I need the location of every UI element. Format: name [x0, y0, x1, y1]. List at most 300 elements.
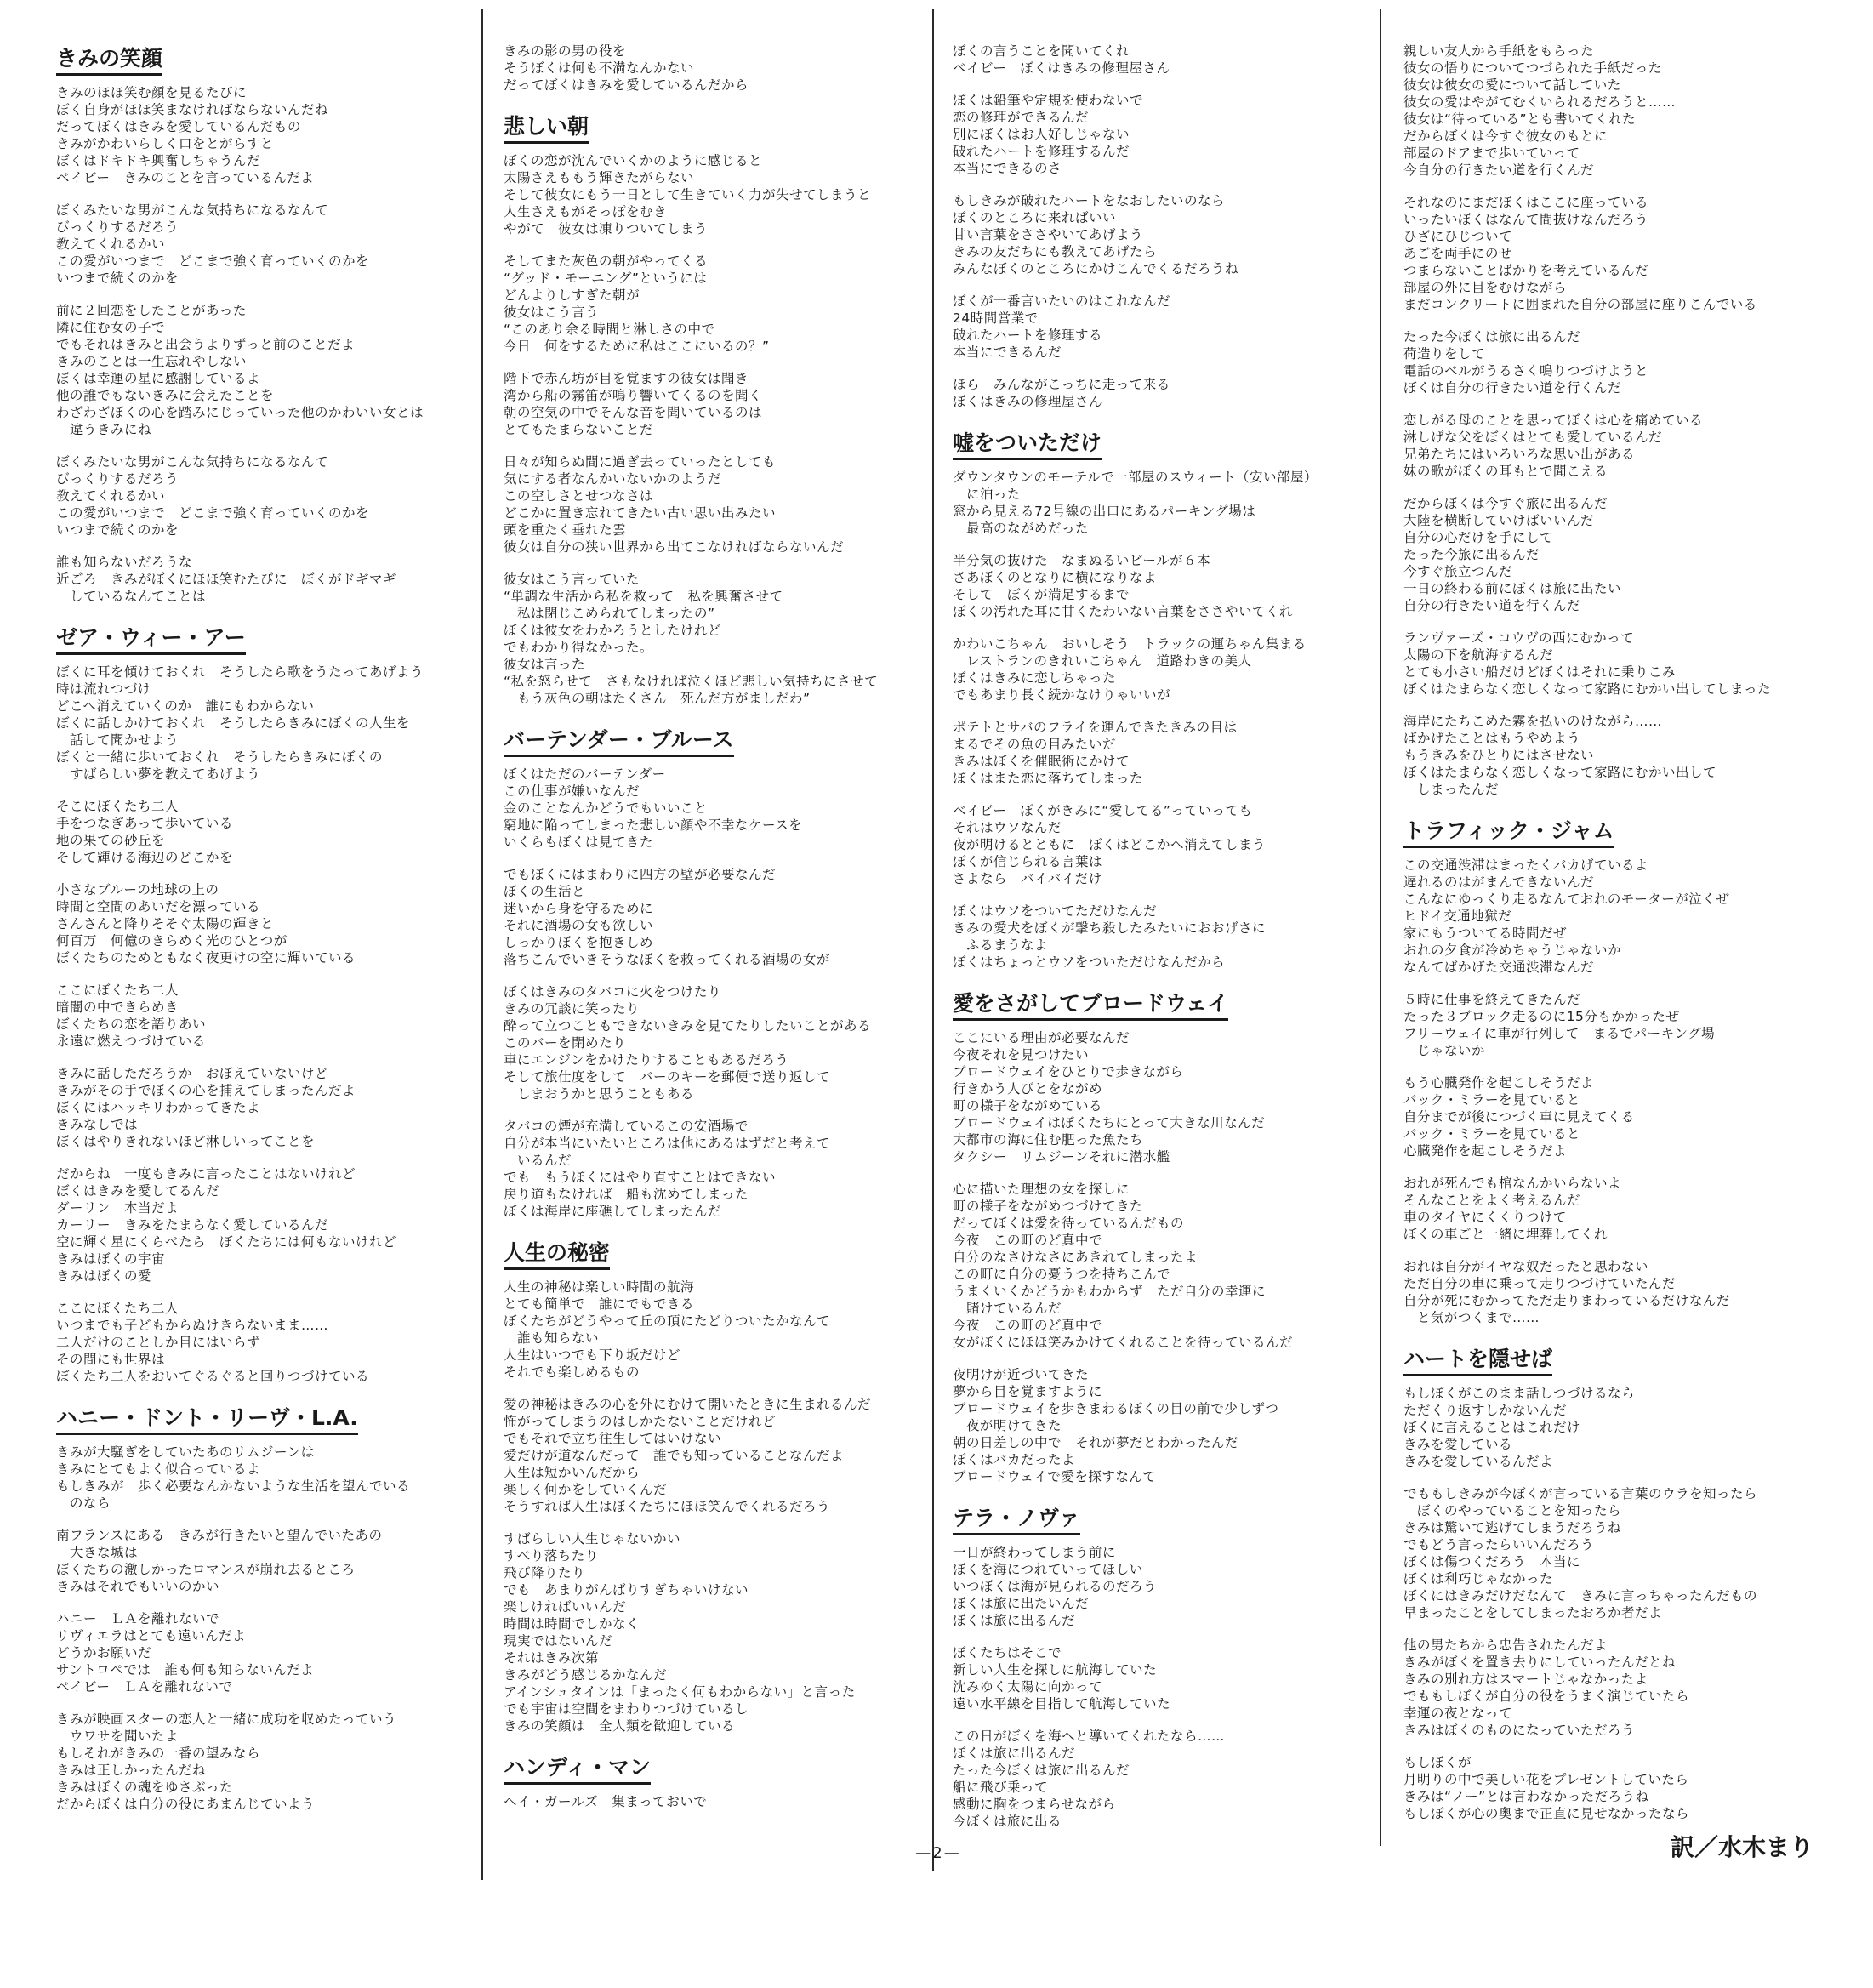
lyric-line: もう灰色の朝はたくさん 死んだ方がましだわ”	[504, 691, 811, 706]
lyric-line: 彼女は言った	[504, 657, 586, 672]
lyric-line: ぼくは幸運の星に感謝しているよ	[56, 371, 261, 386]
lyric-line: ぼくが信じられる言葉は	[953, 854, 1103, 869]
lyric-line: 彼女は彼女の愛について話していた	[1403, 77, 1621, 93]
lyric-line: 時間と空間のあいだを漂っている	[56, 899, 261, 914]
lyric-line: ぼくは鉛筆や定規を使わないで	[953, 93, 1144, 108]
lyric-line: きみはぼくを催眠術にかけて	[953, 754, 1130, 769]
song-block	[56, 622, 481, 1385]
lyric-line: すべり落ちたり	[504, 1548, 599, 1564]
lyric-line: 恋しがる母のことを思ってぼくは心を痛めている	[1403, 413, 1704, 428]
lyric-line: ぼくは彼女をわかろうとしたけれど	[504, 623, 722, 638]
lyric-line: 24時間営業で	[953, 310, 1039, 326]
song-block	[1403, 815, 1829, 1326]
lyric-line: 頭を重たく垂れた雲	[504, 522, 627, 538]
lyric-line: ぼくはきみのタバコに火をつけたり	[504, 984, 721, 1000]
lyric-line: ベイビー ぼくがきみに“愛してる”っていっても	[953, 803, 1253, 818]
lyric-line: ぼくは自分の行きたい道を行くんだ	[1403, 380, 1622, 396]
lyric-stanza	[1403, 43, 1829, 179]
song-title: 人生の秘密	[504, 1240, 610, 1270]
lyric-line: 大陸を横断していけばいいんだ	[1403, 513, 1595, 528]
lyric-line: びっくりするだろう	[56, 471, 179, 487]
lyric-line: だってぼくは愛を待っているんだもの	[953, 1216, 1185, 1231]
song-block	[1403, 43, 1829, 798]
lyric-line: そして ぼくが満足するまで	[953, 587, 1130, 602]
lyric-line: 暗闇の中できらめき	[56, 1000, 179, 1015]
lyric-line: ブロードウェイをひとりで歩きながら	[953, 1064, 1184, 1079]
lyric-line: この愛がいつまで どこまで強く育っていくのかを	[56, 505, 370, 521]
lyric-stanza	[953, 1181, 1378, 1351]
lyric-line: ヒドイ交通地獄だ	[1403, 909, 1512, 924]
song-block	[504, 724, 929, 1220]
lyric-line: びっくりするだろう	[56, 219, 179, 235]
lyric-stanza	[504, 866, 929, 968]
lyric-stanza	[953, 1029, 1378, 1165]
lyric-line: ばかげたことはもうやめよう	[1403, 731, 1581, 746]
lyric-line: そして旅仕度をして バーのキーを郵便で送り返して	[504, 1069, 831, 1085]
lyric-line: ぼくの生活と	[504, 884, 586, 899]
lyric-line: ぼくはただのバーテンダー	[504, 766, 666, 782]
lyric-stanza	[1403, 857, 1829, 976]
lyric-stanza	[56, 84, 481, 186]
lyric-line: ぼくはきみの修理屋さん	[953, 394, 1103, 409]
lyric-line: バック・ミラーを見ていると	[1403, 1092, 1581, 1108]
lyric-line: 幸運の夜となって	[1403, 1706, 1513, 1721]
lyrics-column-4	[1403, 43, 1829, 1937]
lyric-stanza	[1403, 1637, 1829, 1739]
lyric-line: 心に描いた理想の女を探しに	[953, 1182, 1130, 1197]
lyric-line: 朝の空気の中でそんな音を聞いているのは	[504, 405, 763, 420]
lyric-line: ただ自分の車に乗って走りつづけていたんだ	[1403, 1276, 1677, 1291]
lyric-line: おれは自分がイヤな奴だったと思わない	[1403, 1259, 1649, 1274]
lyric-line: どんよりしすぎた朝が	[504, 288, 640, 303]
lyric-stanza	[953, 192, 1378, 277]
lyric-line: ぼくは利巧じゃなかった	[1403, 1571, 1554, 1586]
lyric-line: 太陽さえももう輝きたがらない	[504, 170, 695, 185]
lyric-stanza	[953, 43, 1378, 77]
lyric-line: ランヴァーズ・コウヴの西にむかって	[1403, 630, 1635, 646]
lyric-line: 部屋のドアまで歩いていって	[1403, 145, 1580, 161]
lyric-line: きみの友だちにも教えてあげたら	[953, 244, 1158, 259]
lyric-line: ブロードウェイで愛を探すなんて	[953, 1469, 1157, 1484]
lyric-line: 現実ではないんだ	[504, 1633, 613, 1649]
lyric-line: 人生は短かいんだから	[504, 1465, 640, 1480]
lyric-line: このバーを閉めたり	[504, 1035, 627, 1051]
lyric-line: きみは驚いて逃げてしまうだろうね	[1403, 1520, 1622, 1535]
lyric-line: ここにいる理由が必要なんだ	[953, 1030, 1130, 1045]
lyric-line: もしぼくが	[1403, 1755, 1472, 1770]
lyric-line: 兄弟たちにはいろいろな思い出がある	[1403, 447, 1636, 462]
lyric-line: 車のタイヤにくくりつけて	[1403, 1210, 1567, 1225]
lyric-line: だってぼくはきみを愛しているんだから	[504, 77, 749, 93]
lyric-stanza	[504, 370, 929, 438]
lyric-line: 教えてくれるかい	[56, 236, 166, 252]
lyric-line: ぼくはやりきれないほど淋しいってことを	[56, 1134, 316, 1149]
lyric-line: 違うきみにね	[56, 422, 152, 437]
lyric-line: きみが大騒ぎをしていたあのリムジーンは	[56, 1444, 315, 1460]
lyric-line: でもぼくにはまわりに四方の壁が必要なんだ	[504, 867, 777, 882]
lyric-line: 他の誰でもないきみに会えたことを	[56, 388, 275, 403]
lyric-line: ぼくと一緒に歩いておくれ そうしたらきみにぼくの	[56, 749, 384, 765]
lyric-stanza	[56, 202, 481, 287]
lyric-line: もしぼくがこのまま話しつづけるなら	[1403, 1386, 1636, 1401]
lyric-line: 月明りの中で美しい花をプレゼントしていたら	[1403, 1772, 1689, 1787]
lyric-line: ぼくは旅に出るんだ	[953, 1746, 1076, 1761]
lyric-line: 一日が終わってしまう前に	[953, 1545, 1116, 1560]
lyric-line: 楽しければいいんだ	[504, 1599, 627, 1615]
lyric-line: ぼくはきみを愛してるんだ	[56, 1183, 220, 1199]
lyric-line: “私を怒らせて さもなければ泣くほど悲しい気持ちにさせて	[504, 674, 879, 689]
lyric-line: ひざにひじついて	[1403, 229, 1513, 244]
song-block	[504, 1237, 929, 1735]
lyric-line: きみが映画スターの恋人と一緒に成功を収めたっていう	[56, 1712, 397, 1727]
lyric-line: “単調な生活から私を救って 私を興奮させて	[504, 589, 783, 604]
lyric-stanza	[504, 1279, 929, 1381]
lyric-line: とても小さい船だけどぼくはそれに乗りこみ	[1403, 664, 1677, 680]
lyric-line: だからぼくは自分の役にあまんじていよう	[56, 1797, 316, 1812]
lyric-line: でも宇宙は空間をまわりつづけているし	[504, 1701, 749, 1717]
lyric-stanza	[56, 798, 481, 866]
lyric-line: すばらしい人生じゃないかい	[504, 1531, 681, 1547]
lyric-line: あごを両手にのせ	[1403, 246, 1513, 261]
lyric-line: に泊った	[953, 487, 1022, 502]
lyric-line: ぼくはまた恋に落ちてしまった	[953, 771, 1143, 786]
lyric-line: ほら みんながこっちに走って来る	[953, 377, 1170, 392]
lyric-line: 小さなブルーの地球の上の	[56, 882, 219, 897]
lyric-line: ハニー ＬＡを離れないで	[56, 1611, 220, 1626]
lyric-line: ぼくは旅に出たいんだ	[953, 1596, 1090, 1611]
lyric-line: 彼女は自分の狭い世界から出てこなければならないんだ	[504, 539, 845, 555]
lyric-line: でもそれはきみと出会うよりずっと前のことだよ	[56, 337, 356, 352]
lyric-line: たった３ブロック走るのに15分もかかったぜ	[1403, 1009, 1680, 1024]
lyric-line: ぼく自身がほほ笑まなければならないんだね	[56, 102, 329, 117]
lyric-line: どうかお願いだ	[56, 1645, 152, 1660]
lyric-line: 今ぼくは旅に出る	[953, 1814, 1062, 1829]
lyric-stanza	[56, 982, 481, 1050]
lyric-line: ぼくたちの激しかったロマンスが崩れ去るところ	[56, 1562, 356, 1577]
column-divider	[481, 9, 483, 1880]
lyric-line: 遅れるのはがまんできないんだ	[1403, 874, 1595, 890]
lyric-line: しまったんだ	[1403, 782, 1500, 797]
lyric-stanza	[953, 635, 1378, 703]
lyric-line: きみはそれでもいいのかい	[56, 1579, 220, 1594]
lyric-line: かわいこちゃん おいしそう トラックの運ちゃん集まる	[953, 636, 1307, 652]
lyric-line: 彼女はこう言う	[504, 305, 600, 320]
lyric-stanza	[1403, 629, 1829, 698]
lyric-line: ぼくは旅に出るんだ	[953, 1613, 1076, 1628]
lyric-line: ぼくはちょっとウソをついただけなんだから	[953, 954, 1226, 970]
lyric-line: きみのことは一生忘れやしない	[56, 354, 248, 369]
lyric-line: ぼくみたいな男がこんな気持ちになるなんて	[56, 202, 329, 218]
lyric-line: もうきみをひとりにはさせない	[1403, 748, 1595, 763]
lyric-line: いつまでも子どもからぬけきらないまま……	[56, 1318, 329, 1333]
lyric-stanza	[56, 1165, 481, 1285]
lyric-line: ぼくたちがどうやって丘の頂にたどりついたかなんて	[504, 1313, 831, 1329]
lyric-line: でももしきみが今ぼくが言っている言葉のウラを知ったら	[1403, 1486, 1758, 1501]
lyric-line: きみなしでは	[56, 1117, 139, 1132]
lyric-line: ぼくたち二人をおいてぐるぐると回りつづけている	[56, 1369, 370, 1384]
lyric-line: 行きかう人びとをながめ	[953, 1081, 1103, 1097]
lyric-line: きみはぼくの愛	[56, 1268, 152, 1284]
lyric-stanza	[1403, 1485, 1829, 1621]
lyric-line: その間にも世界は	[56, 1352, 166, 1367]
lyric-line: “グッド・モーニング”というには	[504, 271, 708, 286]
lyric-line: 最高のながめだった	[953, 521, 1090, 536]
lyric-line: もしぼくが心の奥まで正直に見せなかったなら	[1403, 1806, 1690, 1821]
lyric-line: アインシュタインは「まったく何もわからない」と言った	[504, 1684, 856, 1700]
lyric-line: ぼくはたまらなく恋しくなって家路にむかい出して	[1403, 765, 1717, 780]
lyric-line: ぼくに耳を傾けておくれ そうしたら歌をうたってあげよう	[56, 664, 424, 680]
lyric-line: ぼくのところに来ればいい	[953, 210, 1117, 225]
lyric-line: 怖がってしまうのはしかたないことだけれど	[504, 1414, 777, 1429]
lyric-line: きみはぼくのものになっていただろう	[1403, 1723, 1636, 1738]
lyric-stanza	[504, 766, 929, 851]
lyric-line: 酔って立つこともできないきみを見てたりしたいことがある	[504, 1018, 872, 1034]
lyric-line: ブロードウェイはぼくたちにとって大きな川なんだ	[953, 1115, 1266, 1131]
lyric-line: 自分の心だけを手にして	[1403, 530, 1554, 545]
lyric-line: ぼくにはきみだけだなんて きみに言っちゃったんだもの	[1403, 1588, 1758, 1604]
lyric-line: 町の様子をながめつづけてきた	[953, 1199, 1144, 1214]
lyric-stanza	[953, 1544, 1378, 1629]
lyric-line: おれの夕食が冷めちゃうじゃないか	[1403, 943, 1622, 958]
lyric-line: 大きな城は	[56, 1545, 139, 1560]
lyric-line: 近ごろ きみがぼくにほほ笑むたびに ぼくがドギマギ	[56, 572, 397, 587]
lyric-stanza	[504, 1793, 929, 1810]
lyric-line: そんなことをよく考えるんだ	[1403, 1193, 1581, 1208]
lyric-line: 沈みゆく太陽に向かって	[953, 1679, 1103, 1695]
lyric-line: いくらもぼくは見てきた	[504, 835, 654, 850]
lyric-line: だからぼくは今すぐ彼女のもとに	[1403, 128, 1608, 144]
lyric-stanza	[1403, 713, 1829, 798]
lyric-stanza	[1403, 412, 1829, 480]
lyric-line: いつまで続くのかを	[56, 522, 179, 538]
lyric-line: そして輝ける海辺のどこかを	[56, 850, 234, 865]
lyric-stanza	[504, 152, 929, 237]
song-title: ハンディ・マン	[504, 1755, 651, 1785]
lyric-stanza	[953, 1366, 1378, 1485]
song-block	[953, 427, 1378, 971]
lyric-line: 飛び降りたり	[504, 1565, 586, 1581]
lyric-line: いつまで続くのかを	[56, 271, 179, 286]
lyric-line: そうすれば人生はぼくたちにほほ笑んでくれるだろう	[504, 1499, 831, 1514]
lyric-line: 新しい人生を探しに航海していた	[953, 1662, 1158, 1678]
song-block	[504, 43, 929, 94]
lyric-line: 二人だけのことしか目にはいらず	[56, 1335, 261, 1350]
lyric-line: 今夜 この町のど真中で	[953, 1233, 1103, 1248]
lyric-line: きみは“ノー”とは言わなかっただろうね	[1403, 1789, 1649, 1804]
lyric-stanza	[953, 92, 1378, 177]
lyric-stanza	[1403, 1754, 1829, 1822]
lyric-stanza	[953, 552, 1378, 620]
lyric-line: 教えてくれるかい	[56, 488, 166, 504]
lyric-stanza	[56, 1444, 481, 1512]
song-title: ハートを隠せば	[1403, 1347, 1552, 1376]
lyric-line: フリーウェイに車が行列して まるでパーキング場	[1403, 1026, 1716, 1041]
lyric-line: 別にぼくはお人好しじゃない	[953, 127, 1130, 142]
lyric-line: バック・ミラーを見ていると	[1403, 1126, 1581, 1142]
lyric-line: ぼくはドキドキ興奮しちゃうんだ	[56, 153, 261, 168]
lyric-stanza	[56, 1527, 481, 1595]
lyric-line: ベイビー きみのことを言っているんだよ	[56, 170, 315, 185]
lyric-line: きみがその手でぼくの心を捕えてしまったんだよ	[56, 1083, 356, 1098]
lyric-stanza	[953, 1644, 1378, 1712]
lyric-line: きみは正しかったんだね	[56, 1763, 207, 1778]
lyric-line: 賭けているんだ	[953, 1301, 1062, 1316]
lyric-line: ぼくに話しかけておくれ そうしたらきみにぼくの人生を	[56, 715, 411, 731]
lyric-line: とても簡単で 誰にでもできる	[504, 1296, 695, 1312]
lyric-line: うまくいくかどうかもわからず ただ自分の幸運に	[953, 1284, 1267, 1299]
lyric-stanza	[56, 554, 481, 605]
lyric-line: 他の男たちから忠告されたんだよ	[1403, 1638, 1608, 1653]
lyric-line: 自分の行きたい道を行くんだ	[1403, 598, 1581, 613]
lyric-line: たった今ぼくは旅に出るんだ	[1403, 329, 1581, 345]
lyric-line: ぼくの言うことを聞いてくれ	[953, 43, 1130, 59]
lyric-line: さあぼくのとなりに横になりなよ	[953, 570, 1158, 585]
lyric-stanza	[56, 1610, 481, 1695]
lyric-line: だからぼくは今すぐ旅に出るんだ	[1403, 496, 1608, 511]
lyric-stanza	[953, 719, 1378, 787]
lyric-line: タクシー リムジーンそれに潜水艦	[953, 1149, 1170, 1165]
lyric-line: 楽しく何かをしていくんだ	[504, 1482, 668, 1497]
lyric-line: 半分気の抜けた なまぬるいビールが６本	[953, 553, 1211, 568]
lyric-line: ダーリン 本当だよ	[56, 1200, 179, 1216]
lyric-line: ぼくの車ごと一緒に埋葬してくれ	[1403, 1227, 1608, 1242]
lyric-line: しまおうかと思うこともある	[504, 1086, 695, 1102]
lyric-stanza	[504, 1396, 929, 1515]
lyric-line: 朝の日差しの中で それが夢だとわかったんだ	[953, 1435, 1239, 1450]
lyric-line: 迷いから身を守るために	[504, 901, 654, 916]
lyric-stanza	[56, 1065, 481, 1150]
lyric-line: それはウソなんだ	[953, 820, 1062, 835]
lyric-line: 人生さえもがそっぽをむき	[504, 204, 668, 219]
lyric-line: “このあり余る時間と淋しさの中で	[504, 322, 715, 337]
song-title: ハニー・ドント・リーヴ・L.A.	[56, 1405, 358, 1435]
lyric-line: ぼくは海岸に座礁してしまったんだ	[504, 1204, 722, 1219]
lyric-line: 前に２回恋をしたことがあった	[56, 303, 247, 318]
lyric-line: じゃないか	[1403, 1043, 1486, 1058]
lyric-line: どこへ消えていくのか 誰にもわからない	[56, 698, 315, 714]
lyric-stanza	[1403, 991, 1829, 1059]
lyric-line: でもわかり得なかった。	[504, 640, 654, 655]
lyric-line: ぼくたちの恋を語りあい	[56, 1017, 207, 1032]
lyric-line: でももしぼくが自分の役をうまく演じていたら	[1403, 1689, 1690, 1704]
lyric-line: すばらしい夢を教えてあげよう	[56, 766, 261, 782]
lyric-line: 愛の神秘はきみの心を外にむけて開いたときに生まれるんだ	[504, 1397, 872, 1412]
lyric-line: まるでその魚の目みたいだ	[953, 737, 1116, 752]
lyric-stanza	[1403, 1175, 1829, 1243]
lyric-line: 気にする者なんかいないかのようだ	[504, 471, 722, 487]
song-block	[504, 111, 929, 707]
lyric-line: 今すぐ旅立つんだ	[1403, 564, 1513, 579]
lyric-line: 彼女の悟りについてつづられた手紙だった	[1403, 60, 1662, 76]
lyric-stanza	[1403, 1385, 1829, 1470]
lyric-line: レストランのきれいこちゃん 道路わきの美人	[953, 653, 1252, 669]
column-divider	[1380, 9, 1381, 1846]
lyric-line: それはきみ次第	[504, 1650, 600, 1666]
lyric-stanza	[504, 453, 929, 555]
lyric-line: もしそれがきみの一番の望みなら	[56, 1746, 261, 1761]
lyric-line: ぼくはたまらなく恋しくなって家路にむかい出してしまった	[1403, 681, 1772, 697]
lyric-line: きみを愛しているんだよ	[1403, 1454, 1554, 1469]
lyric-line: 永遠に燃えつづけている	[56, 1034, 206, 1049]
lyric-line: 一日の終わる前にぼくは旅に出たい	[1403, 581, 1622, 596]
lyric-line: 遠い水平線を目指して航海していた	[953, 1696, 1171, 1712]
lyric-line: 親しい友人から手紙をもらった	[1403, 43, 1595, 59]
lyric-line: 湾から船の霧笛が鳴り響いてくるのを聞く	[504, 388, 763, 403]
lyric-line: きみがぼくを置き去りにしていったんだとね	[1403, 1655, 1677, 1670]
lyric-line: 地の果ての砂丘を	[56, 833, 166, 848]
lyric-line: 隣に住む女の子で	[56, 320, 166, 335]
lyric-line: きみのほほ笑む顔を見るたびに	[56, 85, 248, 100]
lyric-line: でも もうぼくにはやり直すことはできない	[504, 1170, 777, 1185]
lyric-line: 本当にできるんだ	[953, 345, 1062, 360]
song-block	[1403, 1343, 1829, 1822]
lyric-stanza	[504, 983, 929, 1102]
lyric-stanza	[953, 802, 1378, 887]
lyric-line: 恋の修理ができるんだ	[953, 110, 1090, 125]
lyric-line: ただくり返すしかないんだ	[1403, 1403, 1568, 1418]
translator-credit: 訳／水木まり	[1671, 1833, 1814, 1861]
lyric-line: 愛だけが道なんだって 誰でも知っていることなんだよ	[504, 1448, 845, 1463]
lyric-line: ぼくのやっていることを知ったら	[1403, 1503, 1622, 1518]
lyric-line: 窓から見える72号線の出口にあるパーキング場は	[953, 504, 1256, 519]
lyric-line: わざわざぼくの心を踏みにじっていった他のかわいい女とは	[56, 405, 424, 420]
lyric-line: きみの影の男の役を	[504, 43, 627, 59]
lyric-line: 階下で赤ん坊が目を覚ますの彼女は聞き	[504, 371, 749, 386]
lyric-stanza	[56, 1711, 481, 1813]
lyric-line: 落ちこんでいきそうなぼくを救ってくれる酒場の女が	[504, 952, 831, 967]
lyric-line: ベイビー ぼくはきみの修理屋さん	[953, 60, 1170, 76]
lyric-line: きみはぼくの魂をゆさぶった	[56, 1780, 234, 1795]
song-title: 愛をさがしてブロードウェイ	[953, 991, 1228, 1021]
lyric-line: ぼくの恋が沈んでいくかのように感じると	[504, 153, 763, 168]
lyric-line: ぼくに言えることはこれだけ	[1403, 1420, 1581, 1435]
lyric-line: 誰も知らない	[504, 1330, 600, 1346]
song-title: バーテンダー・ブルース	[504, 727, 734, 757]
lyric-line: やがて 彼女は凍りついてしまう	[504, 221, 709, 236]
lyric-line: 夜が明けるとともに ぼくはどこかへ消えてしまう	[953, 837, 1267, 852]
lyric-stanza	[953, 469, 1378, 537]
lyric-line: ヘイ・ガールズ 集まっておいで	[504, 1794, 708, 1809]
lyric-line: しっかりぼくを抱きしめ	[504, 935, 654, 950]
lyric-line: 今自分の行きたい道を行くんだ	[1403, 162, 1595, 178]
lyric-line: いったいぼくはなんて間抜けなんだろう	[1403, 212, 1649, 227]
lyric-line: この仕事が嫌いなんだ	[504, 783, 640, 799]
lyric-line: なんてばかげた交通渋滞なんだ	[1403, 960, 1595, 975]
lyric-line: 南フランスにある きみが行きたいと望んでいたあの	[56, 1528, 383, 1543]
lyric-line: 自分のなさけなさにあきれてしまったよ	[953, 1250, 1198, 1265]
lyric-line: たった今旅に出るんだ	[1403, 547, 1540, 562]
lyric-line: 感動に胸をつまらせながら	[953, 1797, 1116, 1812]
lyric-line: きみに話しただろうか おぼえていないけど	[56, 1066, 329, 1081]
song-title: 悲しい朝	[504, 114, 589, 144]
lyric-line: 自分までが後につづく車に見えてくる	[1403, 1109, 1635, 1125]
lyric-line: ブロードウェイを歩きまわるぼくの目の前で少しずつ	[953, 1401, 1279, 1416]
lyric-line: と気がつくまで……	[1403, 1310, 1540, 1325]
lyric-line: 大都市の海に住む肥った魚たち	[953, 1132, 1144, 1148]
lyric-line: とてもたまらないことだ	[504, 422, 654, 437]
lyric-line: つまらないことばかりを考えているんだ	[1403, 263, 1649, 278]
lyric-stanza	[56, 453, 481, 538]
lyric-line: でも あまりがんばりすぎちゃいけない	[504, 1582, 749, 1598]
lyric-line: だからね 一度もきみに言ったことはないけれど	[56, 1166, 356, 1182]
lyric-line: 時間は時間でしかなく	[504, 1616, 640, 1632]
lyric-line: 手をつなぎあって歩いている	[56, 816, 233, 831]
lyric-line: のなら	[56, 1495, 111, 1511]
lyric-line: だってぼくはきみを愛しているんだもの	[56, 119, 302, 134]
lyric-line: 甘い言葉をささやいてあげよう	[953, 227, 1144, 242]
lyric-line: 夜が明けてきた	[953, 1418, 1062, 1433]
lyric-line: しているなんてことは	[56, 589, 207, 604]
